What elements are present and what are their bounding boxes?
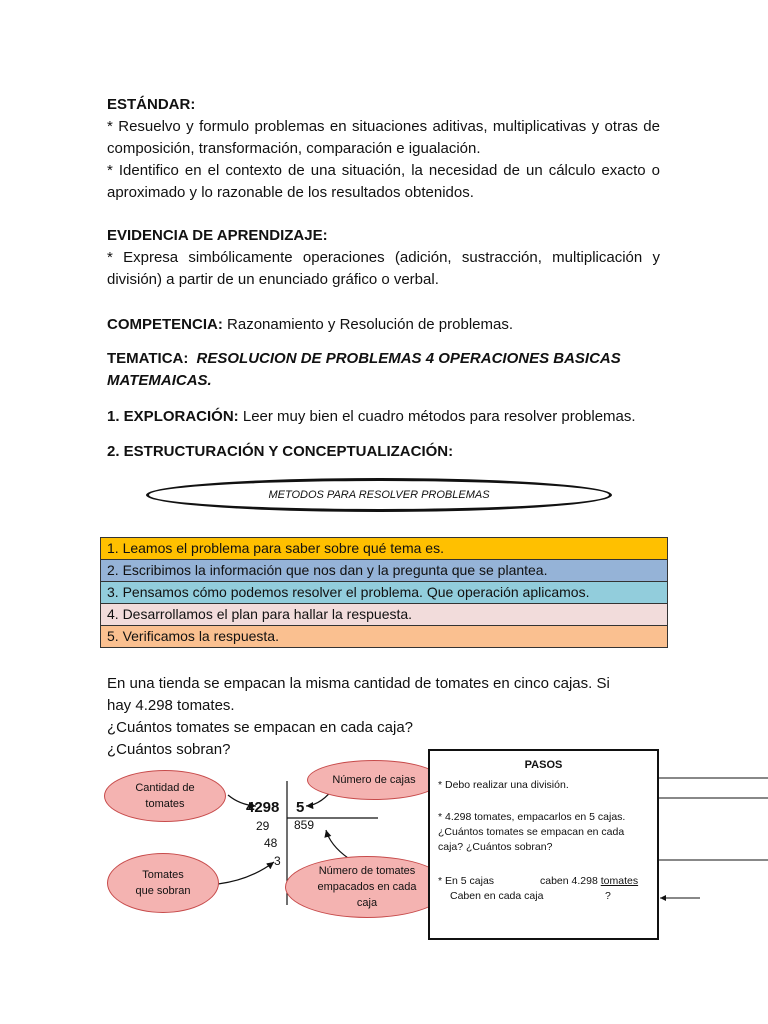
pasos-step-3b bbox=[540, 874, 638, 889]
division-divisor: 5 bbox=[296, 799, 305, 816]
evidencia-text: * Expresa simbólicamente operaciones (adición, sustracción, multiplicación y división) a partir de un enunciado gráfico o verbal. bbox=[107, 249, 660, 288]
step-cell-5: 5. Verificamos la respuesta. bbox=[101, 626, 668, 648]
tematica-label: TEMATICA: bbox=[107, 350, 189, 367]
division-quotient: 859 bbox=[294, 818, 315, 832]
division-remainder-2: 48 bbox=[264, 836, 278, 850]
tematica-text: RESOLUCION DE PROBLEMAS 4 OPERACIONES BASICAS MATEMAICAS. bbox=[107, 350, 621, 389]
bubble-numero-cajas-label: Número de cajas bbox=[332, 774, 416, 786]
step-cell-1: 1. Leamos el problema para saber sobre qué tema es. bbox=[101, 538, 668, 560]
estructuracion-label: 2. ESTRUCTURACIÓN Y CONCEPTUALIZACIÓN: bbox=[107, 443, 454, 460]
tematica-line bbox=[107, 348, 660, 392]
competencia-label: COMPETENCIA: bbox=[107, 316, 223, 333]
step-row bbox=[101, 538, 668, 560]
pasos-box bbox=[428, 749, 659, 940]
bubble-tomates-sobran bbox=[107, 853, 219, 913]
bubble-sobran-label: Tomates que sobran bbox=[135, 869, 191, 897]
pasos-title: PASOS bbox=[524, 759, 563, 771]
bubble-empacados-label: Número de tomates empacados en cada caja bbox=[317, 865, 417, 909]
pasos-step-4a: Caben en cada caja bbox=[450, 890, 544, 902]
arrow-sobran bbox=[218, 862, 274, 884]
pasos-step-3c-text: tomates bbox=[600, 875, 639, 887]
bubble-numero-empacados bbox=[285, 856, 449, 918]
problem-line-1: En una tienda se empacan la misma cantidad de tomates en cinco cajas. Si bbox=[107, 675, 610, 692]
arrow-empacados bbox=[326, 830, 348, 858]
estandar-heading: ESTÁNDAR: bbox=[107, 96, 196, 113]
step-cell-2: 2. Escribimos la información que nos dan y la pregunta que se plantea. bbox=[101, 560, 668, 582]
step-row bbox=[101, 626, 668, 648]
metodos-title: METODOS PARA RESOLVER PROBLEMAS bbox=[268, 489, 490, 501]
exploracion-line bbox=[107, 406, 667, 428]
step-cell-4: 4. Desarrollamos el plan para hallar la respuesta. bbox=[101, 604, 668, 626]
metodos-title-oval bbox=[146, 478, 612, 512]
problem-statement bbox=[107, 673, 667, 761]
pasos-step-1: * Debo realizar una división. bbox=[438, 779, 569, 791]
evidencia-heading: EVIDENCIA DE APRENDIZAJE: bbox=[107, 227, 328, 244]
pasos-step-2: * 4.298 tomates, empacarlos en 5 cajas. ¿Cuántos tomates se empacan en cada caja? ¿Cuántos sobran? bbox=[438, 811, 626, 853]
division-dividend: 4298 bbox=[246, 799, 280, 816]
bubble-cantidad-label: Cantidad de tomates bbox=[135, 782, 195, 810]
problem-question-1: ¿Cuántos tomates se empacan en cada caja? bbox=[107, 719, 414, 736]
pasos-step-3a: * En 5 cajas bbox=[438, 875, 495, 887]
estandar-item-1: * Resuelvo y formulo problemas en situaciones aditivas, multiplicativas y otras de composición, transformación, comparación e igualación. bbox=[107, 118, 660, 157]
division-remainder-1: 29 bbox=[256, 819, 270, 833]
bubble-numero-cajas bbox=[307, 760, 441, 800]
problem-line-2: hay 4.298 tomates. bbox=[107, 697, 235, 714]
steps-table bbox=[100, 537, 668, 648]
pasos-step-3b-text: caben 4.298 bbox=[540, 875, 598, 887]
bubble-cantidad-tomates bbox=[104, 770, 226, 822]
competencia-line bbox=[107, 314, 660, 336]
exploracion-text: Leer muy bien el cuadro métodos para resolver problemas. bbox=[242, 408, 636, 425]
step-row bbox=[101, 582, 668, 604]
division-remainder-3: 3 bbox=[274, 854, 281, 868]
estandar-item-2: * Identifico en el contexto de una situación, la necesidad de un cálculo exacto o aproximado y lo razonable de los resultados obtenidos. bbox=[107, 162, 660, 201]
estructuracion-line bbox=[107, 441, 667, 463]
estandar-section bbox=[107, 94, 660, 204]
competencia-text: Razonamiento y Resolución de problemas. bbox=[227, 316, 514, 333]
step-row bbox=[101, 560, 668, 582]
evidencia-section bbox=[107, 225, 660, 291]
problem-question-2: ¿Cuántos sobran? bbox=[107, 741, 231, 758]
step-cell-3: 3. Pensamos cómo podemos resolver el problema. Que operación aplicamos. bbox=[101, 582, 668, 604]
pasos-step-4b: ? bbox=[605, 890, 611, 902]
step-row bbox=[101, 604, 668, 626]
exploracion-label: 1. EXPLORACIÓN: bbox=[107, 408, 239, 425]
